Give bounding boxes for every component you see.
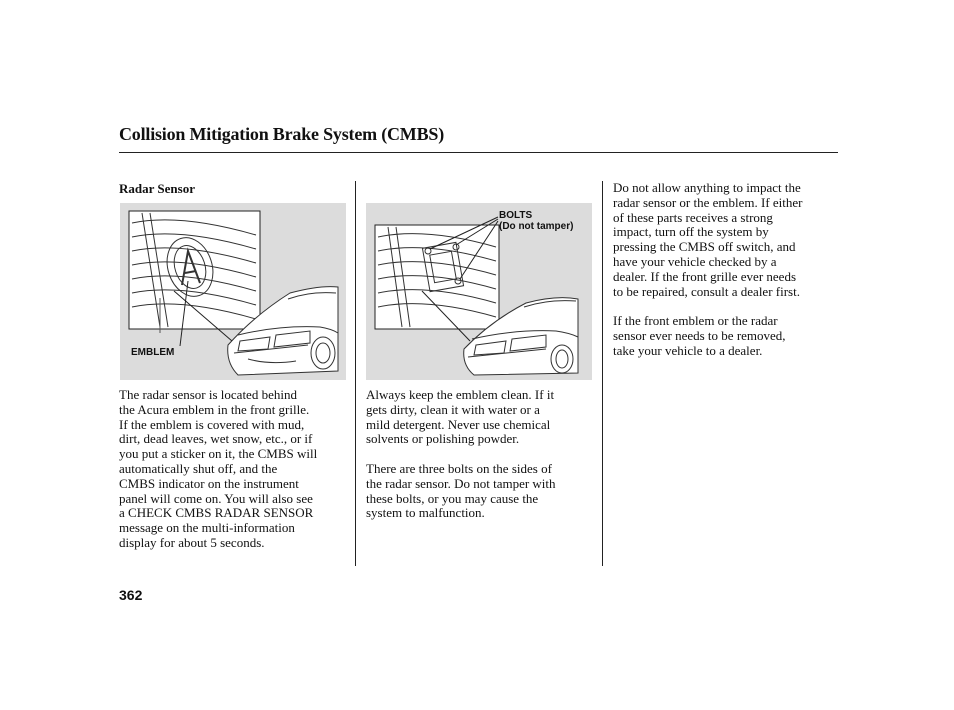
text-line: dealer. If the front grille ever needs xyxy=(613,268,796,284)
text-line: of these parts receives a strong xyxy=(613,209,773,225)
bolts-figure xyxy=(366,203,592,380)
text-line: If the emblem is covered with mud, xyxy=(119,416,305,432)
emblem-callout: EMBLEM xyxy=(131,347,175,358)
text-line: display for about 5 seconds. xyxy=(119,534,265,550)
text-line: If the front emblem or the radar xyxy=(613,313,778,328)
text-line: The radar sensor is located behind xyxy=(119,387,297,402)
text-line: have your vehicle checked by a xyxy=(613,253,777,269)
page-number: 362 xyxy=(119,587,143,603)
text-line: automatically shut off, and the xyxy=(119,460,278,476)
text-line: Always keep the emblem clean. If it xyxy=(366,387,555,402)
emblem-figure xyxy=(120,203,346,380)
text-line: Do not allow anything to impact the xyxy=(613,180,801,195)
text-line: take your vehicle to a dealer. xyxy=(613,342,763,358)
column-divider-right xyxy=(602,181,603,566)
text-line: to be repaired, consult a dealer first. xyxy=(613,283,800,299)
column-divider-left xyxy=(355,181,356,566)
text-line: a CHECK CMBS RADAR SENSOR xyxy=(119,505,314,521)
text-line: gets dirty, clean it with water or a xyxy=(366,401,540,417)
page-title: Collision Mitigation Brake System (CMBS) xyxy=(119,124,444,144)
text-line: mild detergent. Never use chemical xyxy=(366,416,551,432)
text-line: these bolts, or you may cause the xyxy=(366,490,539,506)
text-line: pressing the CMBS off switch, and xyxy=(613,239,796,255)
emblem-cleaning-paragraph xyxy=(366,388,554,447)
text-line: solvents or polishing powder. xyxy=(366,431,520,447)
text-line: the radar sensor. Do not tamper with xyxy=(366,475,556,491)
text-line: you put a sticker on it, the CMBS will xyxy=(119,446,318,462)
radar-sensor-description xyxy=(119,388,317,551)
text-line: CMBS indicator on the instrument xyxy=(119,475,299,491)
text-line: system to malfunction. xyxy=(366,505,485,521)
removal-paragraph xyxy=(613,314,786,358)
section-heading: Radar Sensor xyxy=(119,181,195,196)
text-line: impact, turn off the system by xyxy=(613,224,769,240)
text-line: There are three bolts on the sides of xyxy=(366,461,552,476)
impact-warning-paragraph xyxy=(613,181,803,299)
text-line: radar sensor or the emblem. If either xyxy=(613,194,803,210)
bolts-warning-paragraph xyxy=(366,462,556,521)
text-line: panel will come on. You will also see xyxy=(119,490,313,506)
title-rule xyxy=(119,152,838,153)
bolts-callout: BOLTS xyxy=(499,210,533,221)
text-line: message on the multi-information xyxy=(119,520,295,536)
text-line: the Acura emblem in the front grille. xyxy=(119,401,310,417)
do-not-tamper-callout: (Do not tamper) xyxy=(499,221,574,232)
text-line: dirt, dead leaves, wet snow, etc., or if xyxy=(119,431,313,447)
text-line: sensor ever needs to be removed, xyxy=(613,327,786,343)
